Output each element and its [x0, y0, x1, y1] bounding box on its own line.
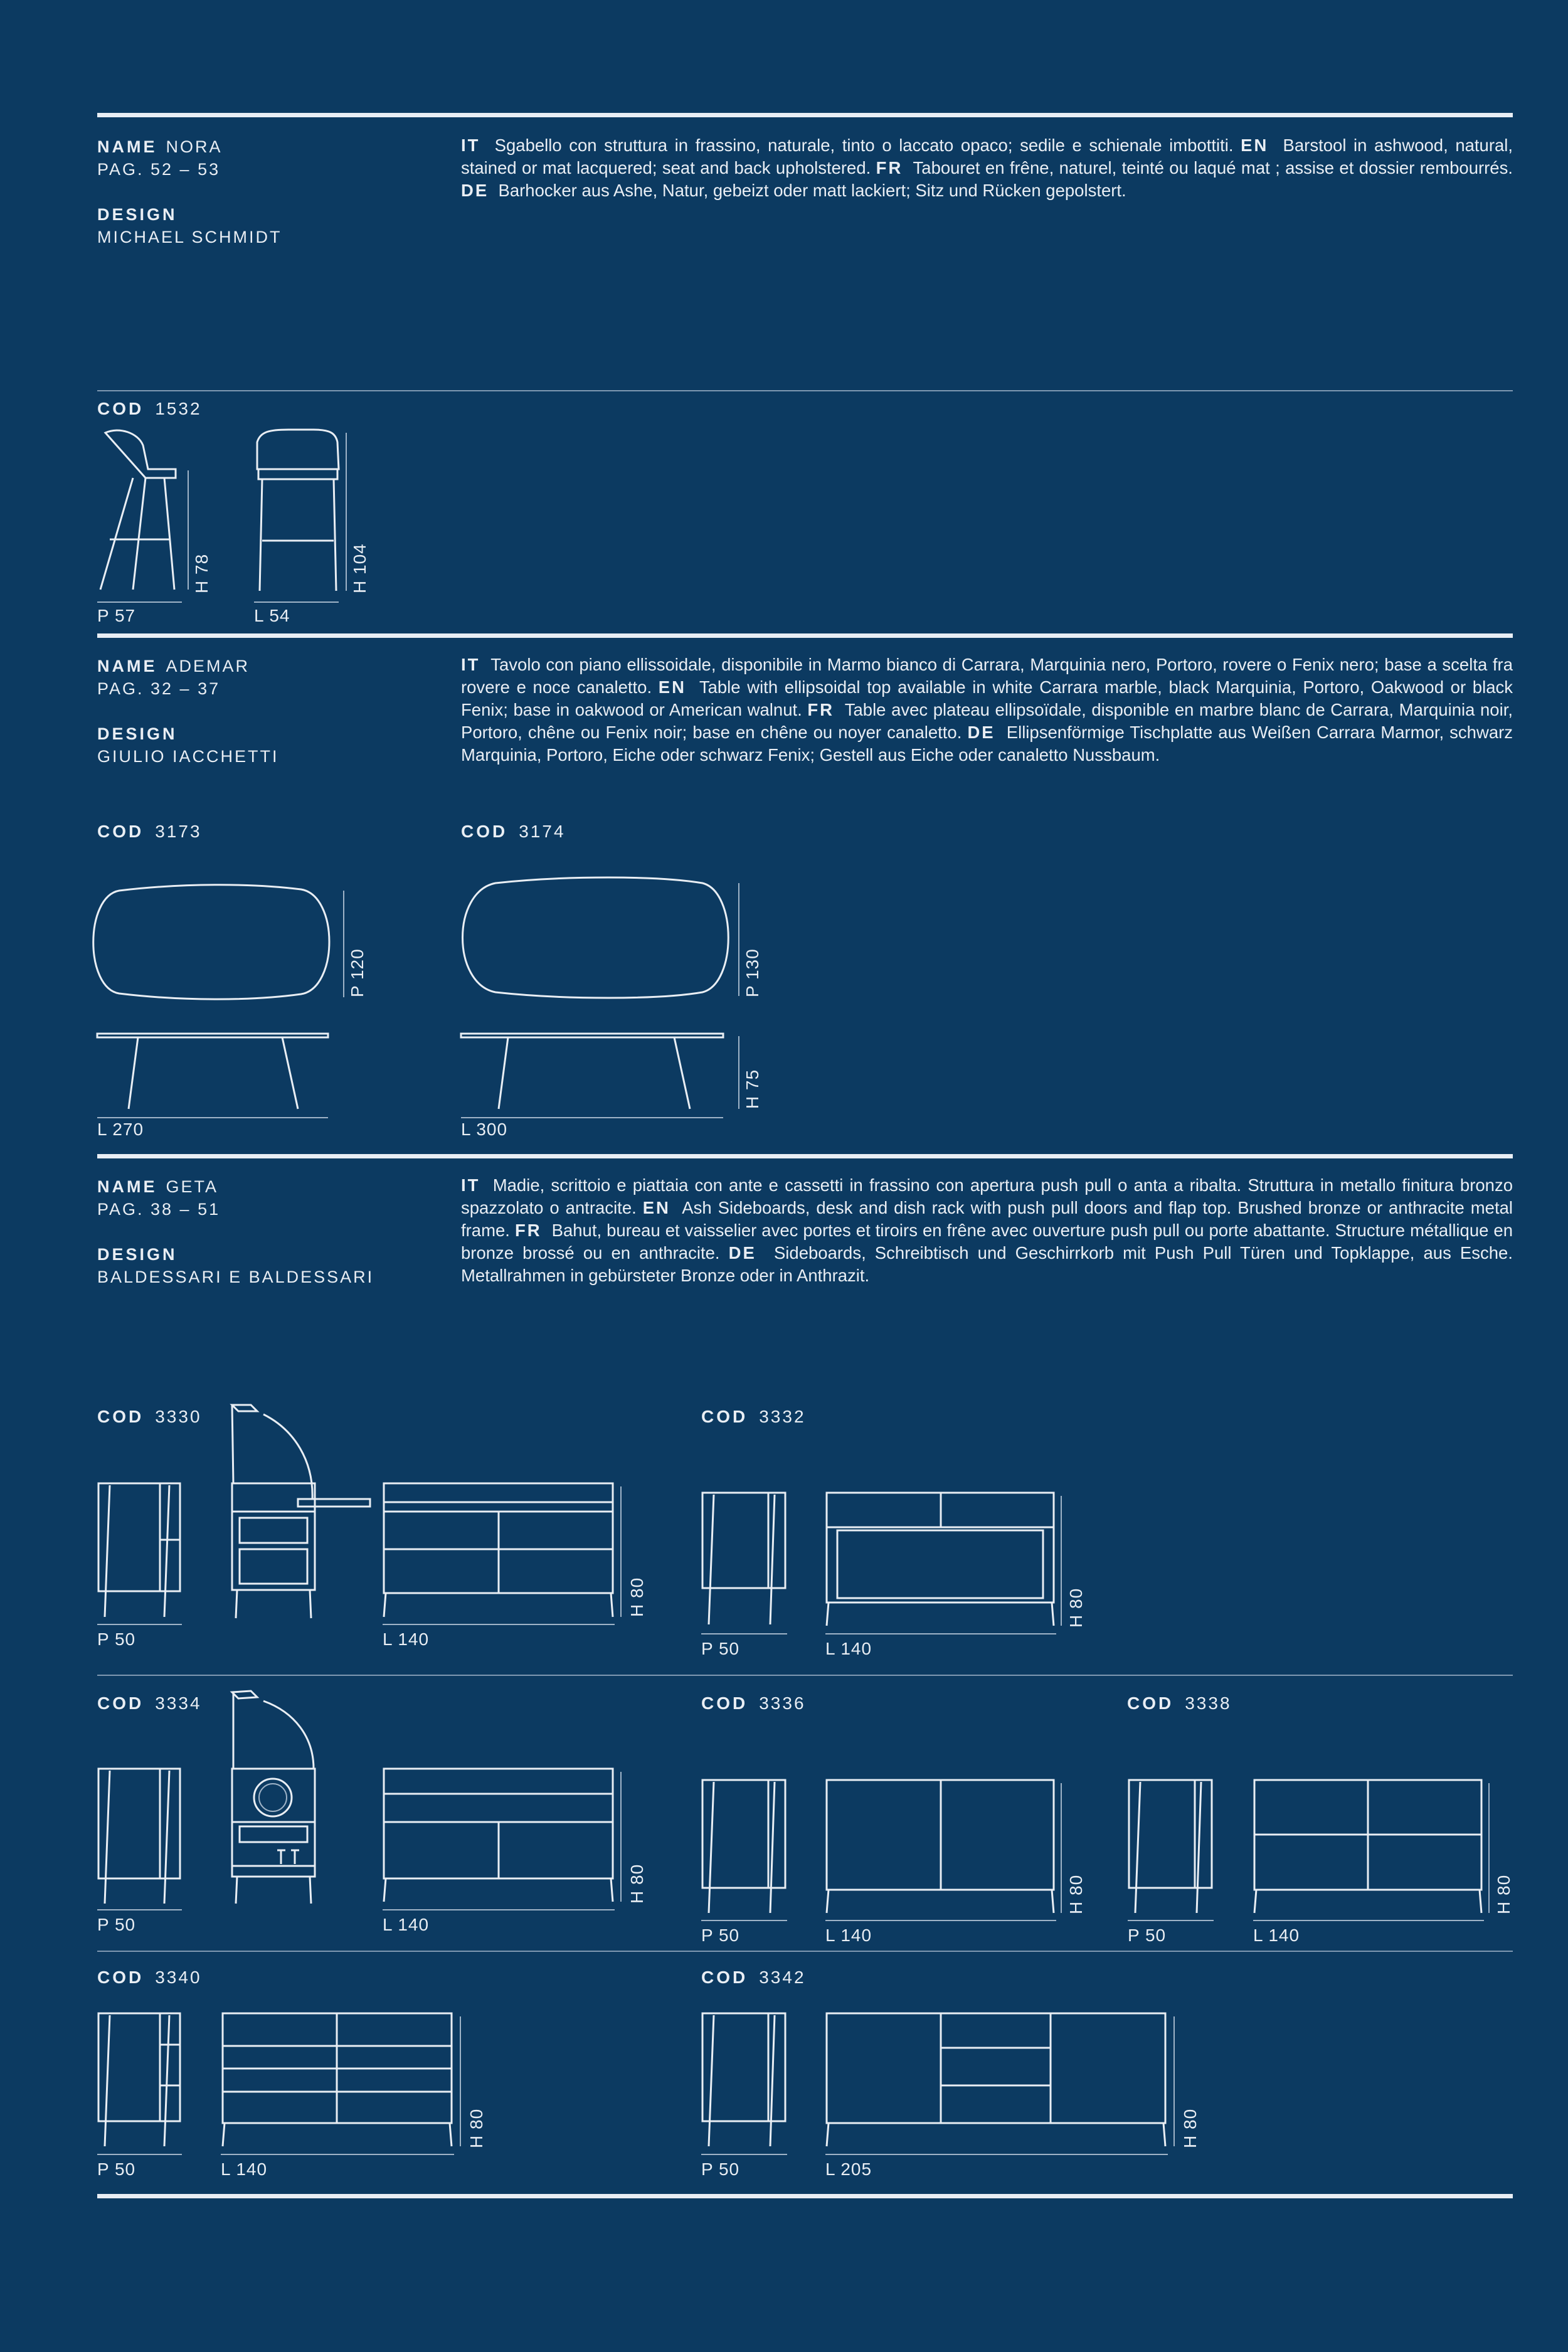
dimension-length: L 270 — [97, 1120, 144, 1139]
product-code: COD 3174 — [461, 822, 566, 841]
dimension-height: H 80 — [627, 1863, 647, 1904]
product-description-ademar: IT Tavolo con piano ellissoidale, disponibile in Marmo bianco di Carrara, Marquinia nero, Portoro, rovere o Fenix nero; base a scelta fra rovere e noce canaletto. EN Table with ellipsoidal top available in white Carrara marble, black Marquinia, Portoro, Oakwood or black Fenix; base in oakwood or American walnut. FR Table avec plateau ellipsoïdale, disponible en marbre blanc de Carrara, Marquinia noir, Portoro, chêne ou Fenix noir; base en chêne ou noyer canaletto. DE Ellipsenförmige Tischplatte aus Weißen Carrara Marmor, schwarz Marquinia, Portoro, Eiche oder schwarz Fenix; Gestell aus Eiche oder canaletto Nussbaum. — [461, 655, 1513, 765]
product-meta-geta: NAME GETA PAG. 38 – 51 DESIGN BALDESSARI E BALDESSARI — [97, 1175, 448, 1288]
dimension-depth: P 50 — [701, 1926, 740, 1945]
product-meta-ademar: NAME ADEMAR PAG. 32 – 37 DESIGN GIULIO IACCHETTI — [97, 655, 448, 768]
product-code: COD 1532 — [97, 399, 202, 418]
dimension-length: L 140 — [1253, 1926, 1300, 1945]
product-name: ADEMAR — [166, 657, 250, 675]
design-label: DESIGN — [97, 724, 177, 743]
dimension-depth: P 50 — [97, 1629, 136, 1649]
dimension-seat-height: H 78 — [192, 553, 211, 593]
dimension-height: H 75 — [743, 1069, 762, 1109]
product-name: GETA — [166, 1177, 219, 1196]
dimension-depth: P 50 — [97, 1915, 136, 1934]
product-code: COD 3173 — [97, 822, 202, 841]
dimension-depth: P 120 — [347, 948, 367, 997]
dimension-height: H 80 — [1066, 1874, 1086, 1914]
dimension-length: L 140 — [383, 1629, 430, 1649]
dimension-depth: P 50 — [97, 2159, 136, 2179]
designer-name: GIULIO IACCHETTI — [97, 747, 279, 766]
dimension-height: H 80 — [1066, 1587, 1086, 1628]
product-description-geta: IT Madie, scrittoio e piattaia con ante e cassetti in frassino con apertura push pull o anta a ribalta. Struttura in metallo finitura bronzo spazzolato o antracite. EN Ash Sideboards, desk and dish rack with push pull doors and flap top. Brushed bronze or anthracite metal frame. FR Bahut, bureau et vaisselier avec portes et tiroirs en frêne avec ouverture push pull ou porte abattante. Structure métallique en bronze brossé ou en anthracite. DE Sideboards, Schreibtisch und Geschirrkorb mit Push Pull Türen und Topklappe, aus Esche. Metallrahmen in gebürsteter Bronze oder in Anthrazit. — [461, 1175, 1513, 1285]
product-meta-nora: NAME NORA PAG. 52 – 53 DESIGN MICHAEL SCHMIDT — [97, 135, 448, 248]
product-code: COD 3332 — [701, 1407, 806, 1426]
product-code: COD 3336 — [701, 1693, 806, 1713]
design-label: DESIGN — [97, 1245, 177, 1264]
designer-name: MICHAEL SCHMIDT — [97, 228, 282, 246]
dimension-depth: P 130 — [743, 948, 762, 997]
product-code: COD 3334 — [97, 1693, 202, 1713]
page-ref: PAG. 32 – 37 — [97, 679, 221, 698]
page-ref: PAG. 52 – 53 — [97, 160, 221, 179]
dimension-length: L 205 — [825, 2159, 872, 2179]
page-ref: PAG. 38 – 51 — [97, 1200, 221, 1219]
dimension-height: H 80 — [627, 1577, 647, 1617]
dimension-height: H 80 — [467, 2108, 486, 2148]
section-rule — [97, 2194, 1513, 2198]
product-code: COD 3342 — [701, 1968, 806, 1987]
designer-name: BALDESSARI E BALDESSARI — [97, 1268, 374, 1286]
dimension-length: L 300 — [461, 1120, 508, 1139]
dimension-depth: P 50 — [701, 1639, 740, 1658]
dimension-depth: P 50 — [1128, 1926, 1167, 1945]
product-name: NORA — [166, 137, 223, 156]
product-code: COD 3330 — [97, 1407, 202, 1426]
product-code: COD 3340 — [97, 1968, 202, 1987]
dimension-width: L 54 — [254, 606, 290, 625]
dimension-length: L 140 — [221, 2159, 268, 2179]
dimension-height: H 80 — [1494, 1874, 1513, 1914]
dimension-depth: P 57 — [97, 606, 136, 625]
product-code: COD 3338 — [1127, 1693, 1232, 1713]
dimension-length: L 140 — [825, 1926, 872, 1945]
design-label: DESIGN — [97, 205, 177, 224]
dimension-height: H 80 — [1180, 2108, 1200, 2148]
dimension-length: L 140 — [825, 1639, 872, 1658]
dimension-height: H 104 — [350, 543, 369, 593]
dimension-depth: P 50 — [701, 2159, 740, 2179]
product-description-nora: IT Sgabello con struttura in frassino, naturale, tinto o laccato opaco; sedile e schienale imbottiti. EN Barstool in ashwood, natural, stained or mat lacquered; seat and back upholstered. FR Tabouret en frêne, naturel, teinté ou laqué mat ; assise et dossier rembourrés. DE Barhocker aus Ashe, Natur, gebeizt oder matt lackiert; Sitz und Rücken gepolstert. — [461, 135, 1513, 200]
dimension-length: L 140 — [383, 1915, 430, 1934]
